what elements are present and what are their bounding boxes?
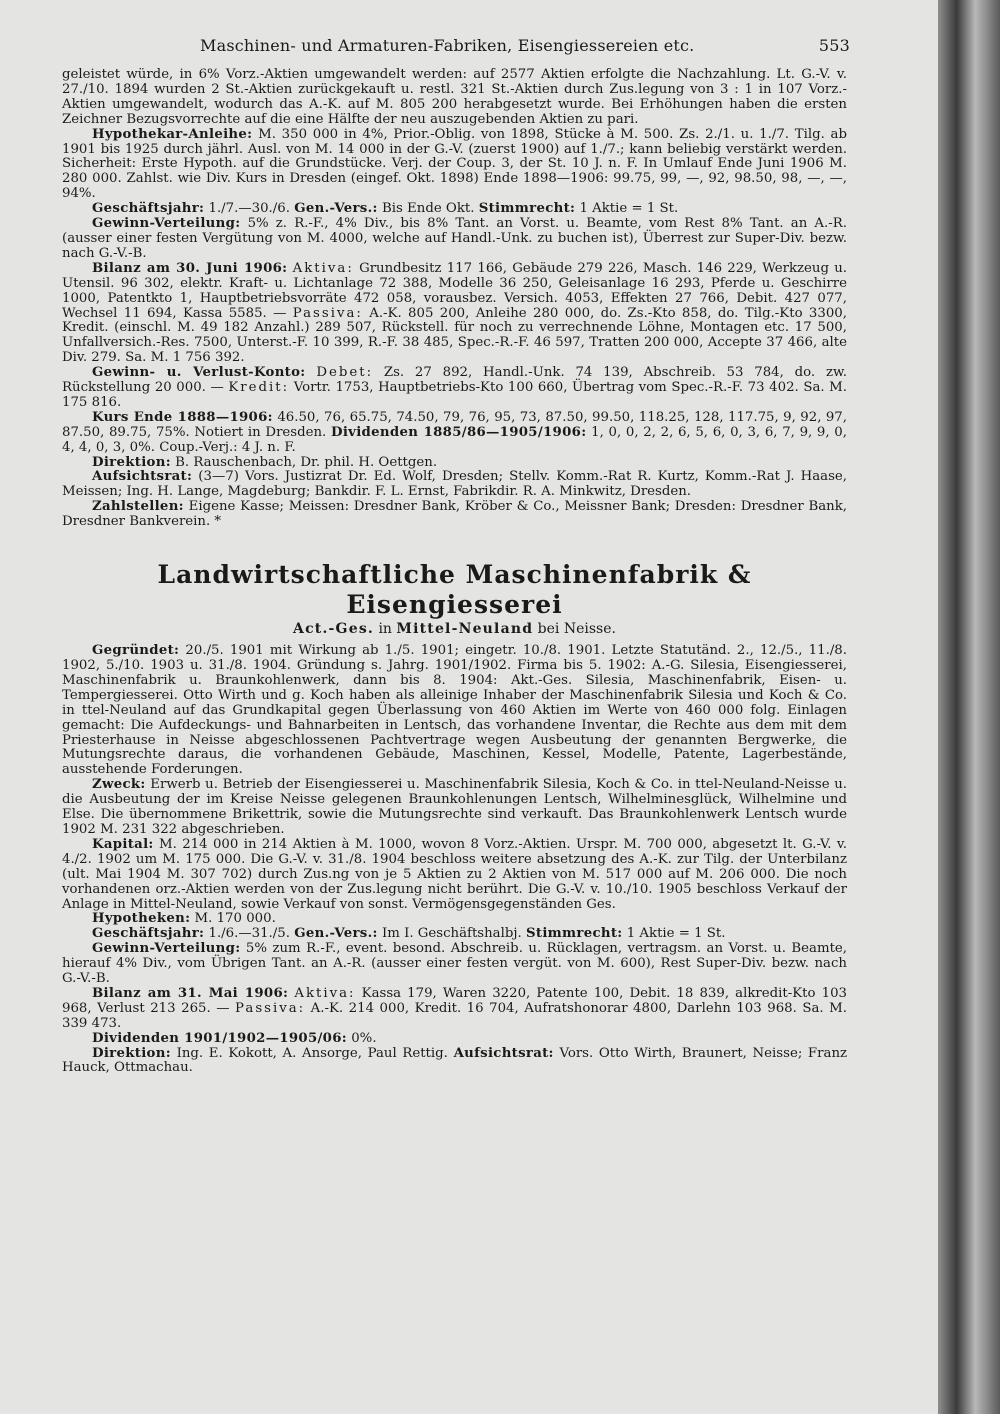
gegruendet-paragraph xyxy=(62,644,847,778)
company-name: Landwirtschaftliche Maschinenfabrik & Eisengiesserei xyxy=(157,560,752,620)
direktion-paragraph xyxy=(62,456,847,471)
genvers-2-text: Im I. Geschäftshalbj. xyxy=(381,926,522,942)
bilanz-paragraph: Bilanz am 30. Juni 1906: Aktiva: Grundbesitz 117 166, Gebäude 279 226, Masch. 146 229, Werkzeug u. Utensil. 96 302, elektr. Kraft- u. Lichtanlage 72 388, Modelle 36 250, Geleisanlage 16 293, Pferde u. Geschirre 1000, Patentkto 1, Hauptbetriebsvorräte 472 058, vorausbez. Versich. 4053, Effekten 27 766, Debit. 427 077, Wechsel 11 694, Kassa 5585. — Passiva: A.-K. 805 200, Anleihe 280 000, do. Zs.-Kto 858, do. Tilg.-Kto 3300, Kredit. (einschl. M. 49 182 Anzahl.) 289 507, Rückstell. für noch zu verrechnende Löhne, Montagen etc. 17 500, Unfallversich.-Res. 7500, Unterst.-F. 10 399, R.-F. 38 485, Spec.-R.-F. 46 597, Tratten 200 000, Accepte 37 466, alte Div. 279. Sa. M. 1 756 392. xyxy=(62,260,847,366)
bilanz-2-aktiva-label: Aktiva: xyxy=(294,985,356,1001)
book-spine-edge xyxy=(938,0,1000,1414)
direktion-text: B. Rauschenbach, Dr. phil. H. Oettgen. xyxy=(175,454,438,470)
geschaeftsjahr-paragraph xyxy=(62,202,847,217)
genvers-2-label: Gen.-Vers.: xyxy=(294,926,378,942)
kurs-paragraph xyxy=(62,411,847,456)
kurs-text: 46.50, 76, 65.75, 74.50, 79, 76, 95, 73, 87.50, 99.50, 118.25, 128, 117.75, 9, 92, 97, 87.50, 89.75, 75%. Notiert in Dresden. xyxy=(62,409,847,440)
aufsichtsrat-2-text: Vors. Otto Wirth, Braunert, Neisse; Franz Hauck, Ottmachau. xyxy=(62,1045,848,1076)
aufsichtsrat-2-label: Aufsichtsrat: xyxy=(453,1045,554,1061)
gvk-debet-text: Zs. 27 892, Handl.-Unk. 74 139, Abschreib. 53 784, do. zw. Rückstellung 20 000. xyxy=(62,365,847,396)
aufsichtsrat-text: (3—7) Vors. Justizrat Dr. Ed. Wolf, Dresden; Stellv. Komm.-Rat R. Kurtz, Komm.-Rat J. Haase, Meissen; Ing. H. Lange, Magdeburg; Bankdir. F. L. Ernst, Fabrikdir. R. A. Minkwitz, Dresden. xyxy=(62,469,848,500)
gvk-paragraph: Gewinn- u. Verlust-Konto: Debet: Zs. 27 892, Handl.-Unk. 74 139, Abschreib. 53 784, do. zw. Rückstellung 20 000. — Kredit: Vortr. 1753, Hauptbetriebs-Kto 100 660, Übertrag vom Spec.-R.-F. 73 402. Sa. M. 175 816. xyxy=(62,365,848,410)
zweck-paragraph xyxy=(62,778,847,838)
hypothekar-text: M. 350 000 in 4%, Prior.-Oblig. von 1898, Stücke à M. 500. Zs. 2./1. u. 1./7. Tilg. ab 1901 bis 1925 durch jährl. Ausl. von M. 14 000 in der G.-V. (zuerst 1900) auf 1./7.; kann beliebig verstärkt werden. Sicherheit: Erste Hypoth. auf die Grundstücke. Verj. der Coup. 3, der St. 10 J. n. F. In Umlauf Ende Juni 1906 M. 280 000. Zahlst. wie Div. Kurs in Dresden (eingef. Okt. 1898) Ende 1898—1906: 99.75, 99, —, 92, 98.50, 98, —, —, 94%. xyxy=(62,126,847,202)
bilanz-passiva-label: Passiva: xyxy=(292,305,363,321)
bilanz-aktiva-text: Grundbesitz 117 166, Gebäude 279 226, Masch. 146 229, Werkzeug u. Utensil. 96 302, elektr. Kraft- u. Lichtanlage 72 388, Modelle 36 250, Geleisanlage 16 293, Pferde u. Geschirre 1000, Patentkto 1, Hauptbetriebsvorräte 472 058, vorausbez. Versich. 4053, Effekten 27 766, Debit. 427 077, Wechsel 11 694, Kassa 5585. xyxy=(62,260,847,321)
gvk-kredit-label: Kredit: xyxy=(228,380,290,396)
zahlstellen-label: Zahlstellen: xyxy=(92,499,184,515)
gewinn-2-text: 5% zum R.-F., event. besond. Abschreib. u. Rücklagen, vertragsm. an Vorst. u. Beamte, hierauf 4% Div., vom Übrigen Tant. an A.-R. (ausser einer festen vergüt. von M. 600), Rest Super-Div. bezw. nach G.-V.-B. xyxy=(62,941,848,987)
zahlstellen-paragraph xyxy=(62,500,847,530)
company-heading xyxy=(62,560,847,638)
gewinn-label: Gewinn-Verteilung: xyxy=(92,216,241,232)
dividenden-label: Dividenden 1885/86—1905/1906: xyxy=(330,424,587,440)
zweck-label: Zweck: xyxy=(92,777,146,793)
dividenden-2-label: Dividenden 1901/1902—1905/06: xyxy=(92,1030,347,1046)
hypotheken-paragraph xyxy=(62,912,847,927)
aufsichtsrat-label: Aufsichtsrat: xyxy=(92,469,193,485)
header-title: Maschinen- und Armaturen-Fabriken, Eisengiessereien etc. xyxy=(200,36,695,55)
dividenden-text: 1, 0, 0, 2, 2, 6, 5, 6, 0, 3, 6, 7, 9, 9, 0, 4, 4, 0, 3, 0%. Coup.-Verj.: 4 J. n. F. xyxy=(62,424,847,455)
bilanz-passiva-text: A.-K. 805 200, Anleihe 280 000, do. Zs.-Kto 858, do. Tilg.-Kto 3300, Kredit. (einschl. M. 49 182 Anzahl.) 289 507, Rückstell. für noch zu verrechnende Löhne, Montagen etc. 17 500, Unfallversich.-Res. 7500, Unterst.-F. 10 399, R.-F. 38 485, Spec.-R.-F. 46 597, Tratten 200 000, Accepte 37 466, alte Div. 279. Sa. M. 1 756 392. xyxy=(62,305,847,366)
gewinn-2-label: Gewinn-Verteilung: xyxy=(92,941,241,957)
geschaeftsjahr-2-text: 1./6.—31./5. xyxy=(208,926,290,942)
dividenden-2-text: 0%. xyxy=(351,1030,377,1046)
zweck-text: Erwerb u. Betrieb der Eisengiesserei u. Maschinenfabrik Silesia, Koch & Co. in ttel-Neuland-Neisse u. die Ausbeutung der im Kreise Neisse gelegenen Braunkohlenungen Lentsch, Wilhelminesglück, Wilhelmine und Else. Die übernommene Brikettrik, sowie die Mutungsrechte sind verkauft. Das Braunkohlenwerk Lentsch wurde 1902 M. 231 322 abgeschrieben. xyxy=(62,777,847,837)
geschaeftsjahr-2-label: Geschäftsjahr: xyxy=(92,926,205,942)
company-subtitle xyxy=(62,620,847,638)
company-legal-form: Act.-Ges. xyxy=(293,621,374,638)
hypotheken-label: Hypotheken: xyxy=(92,911,191,927)
gewinn-paragraph xyxy=(62,217,847,262)
gegruendet-text: 20./5. 1901 mit Wirkung ab 1./5. 1901; eingetr. 10./8. 1901. Letzte Statutänd. 2., 12./5., 11./8. 1902, 5./10. 1903 u. 31./8. 1904. Gründung s. Jahrg. 1901/1902. Firma bis 5. 1902: A.-G. Silesia, Eisengiesserei, Maschinenfabrik u. Braunkohlenwerk, dann bis 8. 1904: Akt.-Ges. Silesia, Maschinenfabrik, Eisen- u. Tempergiesserei. Otto Wirth und g. Koch haben als alleinige Inhaber der Maschinenfabrik Silesia und Koch & Co. in ttel-Neuland auf das Grundkapital gegen Überlassung von 460 Aktien im Werte von 460 000 folg. Einlagen gemacht: Die Aufdeckungs- und Bahnarbeiten in Lentsch, das vorhandene Inventar, die Rechte aus dem mit dem Priesterhause in Neisse abgeschlossenen Pachtvertrage wegen Ausbeutung der genannten Bergwerke, die Mutungsrechte daraus, die vorhandenen Gebäude, Maschinen, Kessel, Modelle, Patente, Lagerbestände, ausstehende Forderungen. xyxy=(62,643,847,778)
stimmrecht-text: 1 Aktie = 1 St. xyxy=(579,201,679,217)
hypothekar-label: Hypothekar-Anleihe: xyxy=(92,126,253,142)
kurs-label: Kurs Ende 1888—1906: xyxy=(92,409,273,425)
gvk-kredit-text: Vortr. 1753, Hauptbetriebs-Kto 100 660, Übertrag vom Spec.-R.-F. 73 402. Sa. M. 175 816. xyxy=(62,380,848,410)
kapital-paragraph xyxy=(62,838,847,913)
direktion-2-text: Ing. E. Kokott, A. Ansorge, Paul Rettig. xyxy=(176,1045,448,1061)
gewinn-text: 5% z. R.-F., 4% Div., bis 8% Tant. an Vorst. u. Beamte, vom Rest 8% Tant. an A.-R. (ausser einer festen Vergütung von M. 4000, welche auf Handl.-Unk. zu buchen ist), Überrest zur Super-Div. bezw. nach G.-V.-B. xyxy=(62,216,847,261)
direktion-label: Direktion: xyxy=(92,454,171,470)
gvk-debet-label: Debet: xyxy=(316,365,374,381)
stimmrecht-label: Stimmrecht: xyxy=(478,201,576,217)
direktion-2-paragraph xyxy=(62,1047,847,1077)
kapital-label: Kapital: xyxy=(92,836,154,852)
geschaeftsjahr-label: Geschäftsjahr: xyxy=(92,201,205,217)
zahlstellen-text: Eigene Kasse; Meissen: Dresdner Bank, Kröber & Co., Meissner Bank; Dresden: Dresdner Bank, Dresdner Bankverein. * xyxy=(62,499,847,530)
text-column xyxy=(62,68,847,1076)
bilanz-2-aktiva-text: Kassa 179, Waren 3220, Patente 100, Debit. 18 839, alkredit-Kto 103 968, Verlust 213 265. xyxy=(62,985,848,1016)
stimmrecht-2-label: Stimmrecht: xyxy=(525,926,623,942)
hypothekar-paragraph xyxy=(62,128,847,203)
kapital-text: M. 214 000 in 214 Aktien à M. 1000, wovon 8 Vorz.-Aktien. Urspr. M. 700 000, abgesetzt lt. G.-V. v. 4./2. 1902 um M. 175 000. Die G.-V. v. 31./8. 1904 beschloss weitere absetzung des A.-K. zur Tilg. der Unterbilanz (ult. Mai 1904 M. 307 702) durch Zus.ng von je 5 Aktien zu 2 Aktien von M. 517 000 auf M. 206 000. Die noch vorhandenen orz.-Aktien werden von der Zus.legung nicht berührt. Die G.-V. v. 10./10. 1905 beschloss Verkauf der Anlage in Mittel-Neuland, sowie Verkauf von sonst. Vermögensgegenständen Ges. xyxy=(62,836,847,912)
genvers-label: Gen.-Vers.: xyxy=(294,201,378,217)
bilanz-2-label: Bilanz am 31. Mai 1906: xyxy=(92,985,289,1001)
company-in: in xyxy=(378,621,392,638)
intro-paragraph: geleistet würde, in 6% Vorz.-Aktien umgewandelt werden: auf 2577 Aktien erfolgte die Nachzahlung. Lt. G.-V. v. 27./10. 1894 wurden 2 St.-Aktien zurückgekauft u. restl. 321 St.-Aktien durch Zus.legung von 3 : 1 in 107 Vorz.-Aktien umgewandelt, wodurch das A.-K. auf M. 805 200 herabgesetzt wurde. Bei Erhöhungen haben die ersten Zeichner Bezugsvorrechte auf die eine Hälfte der neu auszugebenden Aktien zu pari. xyxy=(62,67,847,127)
hypotheken-text: M. 170 000. xyxy=(194,911,276,927)
bilanz-label: Bilanz am 30. Juni 1906: xyxy=(92,260,288,276)
geschaeftsjahr-text: 1./7.—30./6. xyxy=(208,201,290,217)
stimmrecht-2-text: 1 Aktie = 1 St. xyxy=(626,926,726,942)
direktion-2-label: Direktion: xyxy=(92,1045,171,1061)
geschaeftsjahr-2-paragraph xyxy=(62,927,847,942)
company-place-suffix: bei Neisse. xyxy=(537,621,616,638)
gegruendet-label: Gegründet: xyxy=(92,643,180,659)
genvers-text: Bis Ende Okt. xyxy=(381,201,475,217)
company-place: Mittel-Neuland xyxy=(396,621,534,638)
bilanz-2-passiva-label: Passiva: xyxy=(235,1000,306,1016)
bilanz-aktiva-label: Aktiva: xyxy=(292,260,354,276)
bilanz-2-passiva-text: A.-K. 214 000, Kredit. 16 704, Aufratshonorar 4800, Darlehn 103 968. Sa. M. 339 473. xyxy=(62,1000,847,1031)
bilanz-2-paragraph: Bilanz am 31. Mai 1906: Aktiva: Kassa 179, Waren 3220, Patente 100, Debit. 18 839, alkredit-Kto 103 968, Verlust 213 265. — Passiva: A.-K. 214 000, Kredit. 16 704, Aufratshonorar 4800, Darlehn 103 968. Sa. M. 339 473. xyxy=(62,985,848,1031)
aufsichtsrat-paragraph xyxy=(62,470,847,500)
dividenden-2-paragraph xyxy=(62,1032,847,1047)
gvk-label: Gewinn- u. Verlust-Konto: xyxy=(92,365,306,381)
gewinn-2-paragraph xyxy=(62,942,847,987)
page-number: 553 xyxy=(818,36,850,55)
